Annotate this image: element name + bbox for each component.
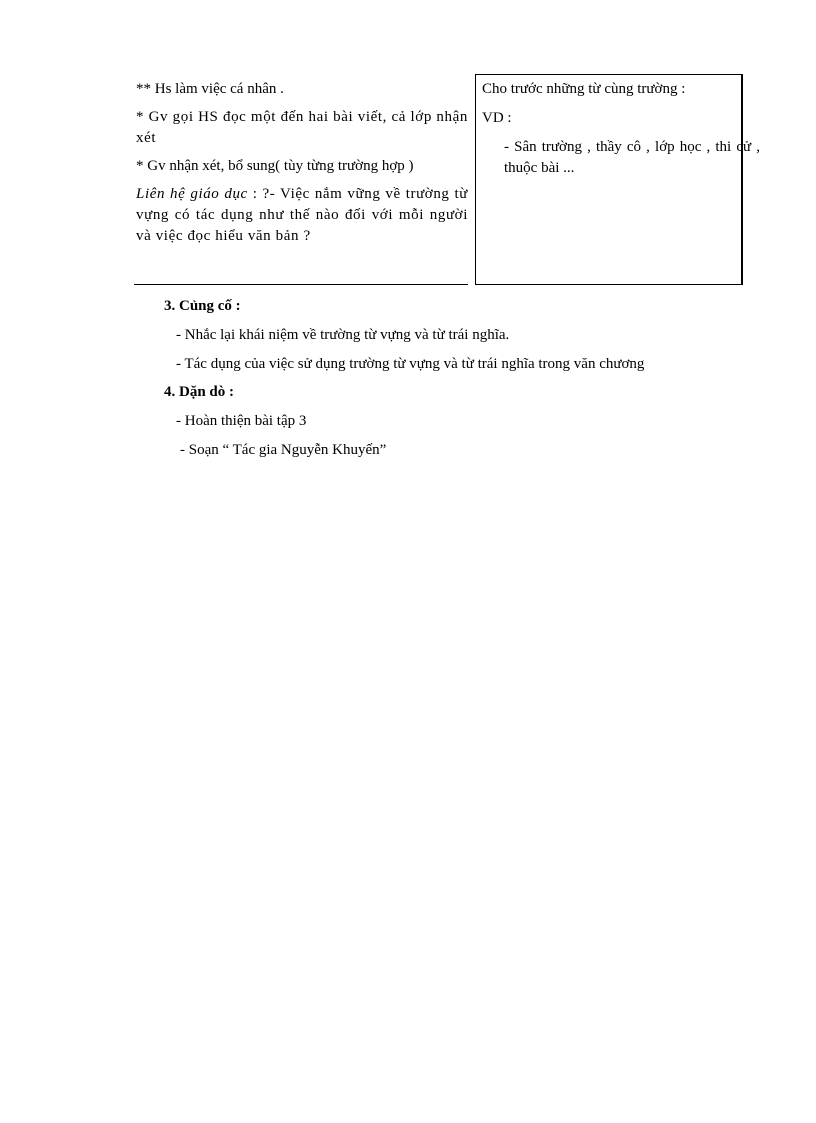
education-link-text: : ?- Việc nắm vững về trường từ vựng có tác dụng như thế nào đối với mỗi người và việc đọc hiểu văn bản ? (136, 186, 468, 244)
activity-read-aloud: * Gv gọi HS đọc một đến hai bài viết, cả lớp nhận xét (136, 109, 468, 146)
section-title-dan-do: 4. Dặn dò : (164, 384, 235, 400)
teacher-activity-cell (134, 74, 468, 285)
example-label: VD : (482, 110, 512, 126)
section-title-cung-co: 3. Củng cố : (164, 298, 241, 314)
list-item: - Tác dụng của việc sử dụng trường từ vựng và từ trái nghĩa trong văn chương (176, 356, 645, 372)
activity-individual-work: ** Hs làm việc cá nhân . (136, 81, 284, 97)
list-item: - Soạn “ Tác gia Nguyễn Khuyến” (180, 442, 387, 458)
list-item: - Nhắc lại khái niệm về trường từ vựng và từ trái nghĩa. (176, 327, 510, 343)
education-link-label: Liên hệ giáo dục (136, 186, 248, 202)
student-content-cell (475, 74, 760, 285)
lesson-table-row (134, 74, 760, 284)
example-word-list: - Sân trường , thầy cô , lớp học , thi cử , thuộc bài ... (504, 139, 760, 176)
education-link-paragraph (136, 184, 468, 247)
list-item: - Hoàn thiện bài tập 3 (176, 413, 307, 429)
given-words-heading: Cho trước những từ cùng trường : (482, 81, 686, 97)
activity-teacher-feedback: * Gv nhận xét, bổ sung( tùy từng trường hợp ) (136, 158, 414, 174)
